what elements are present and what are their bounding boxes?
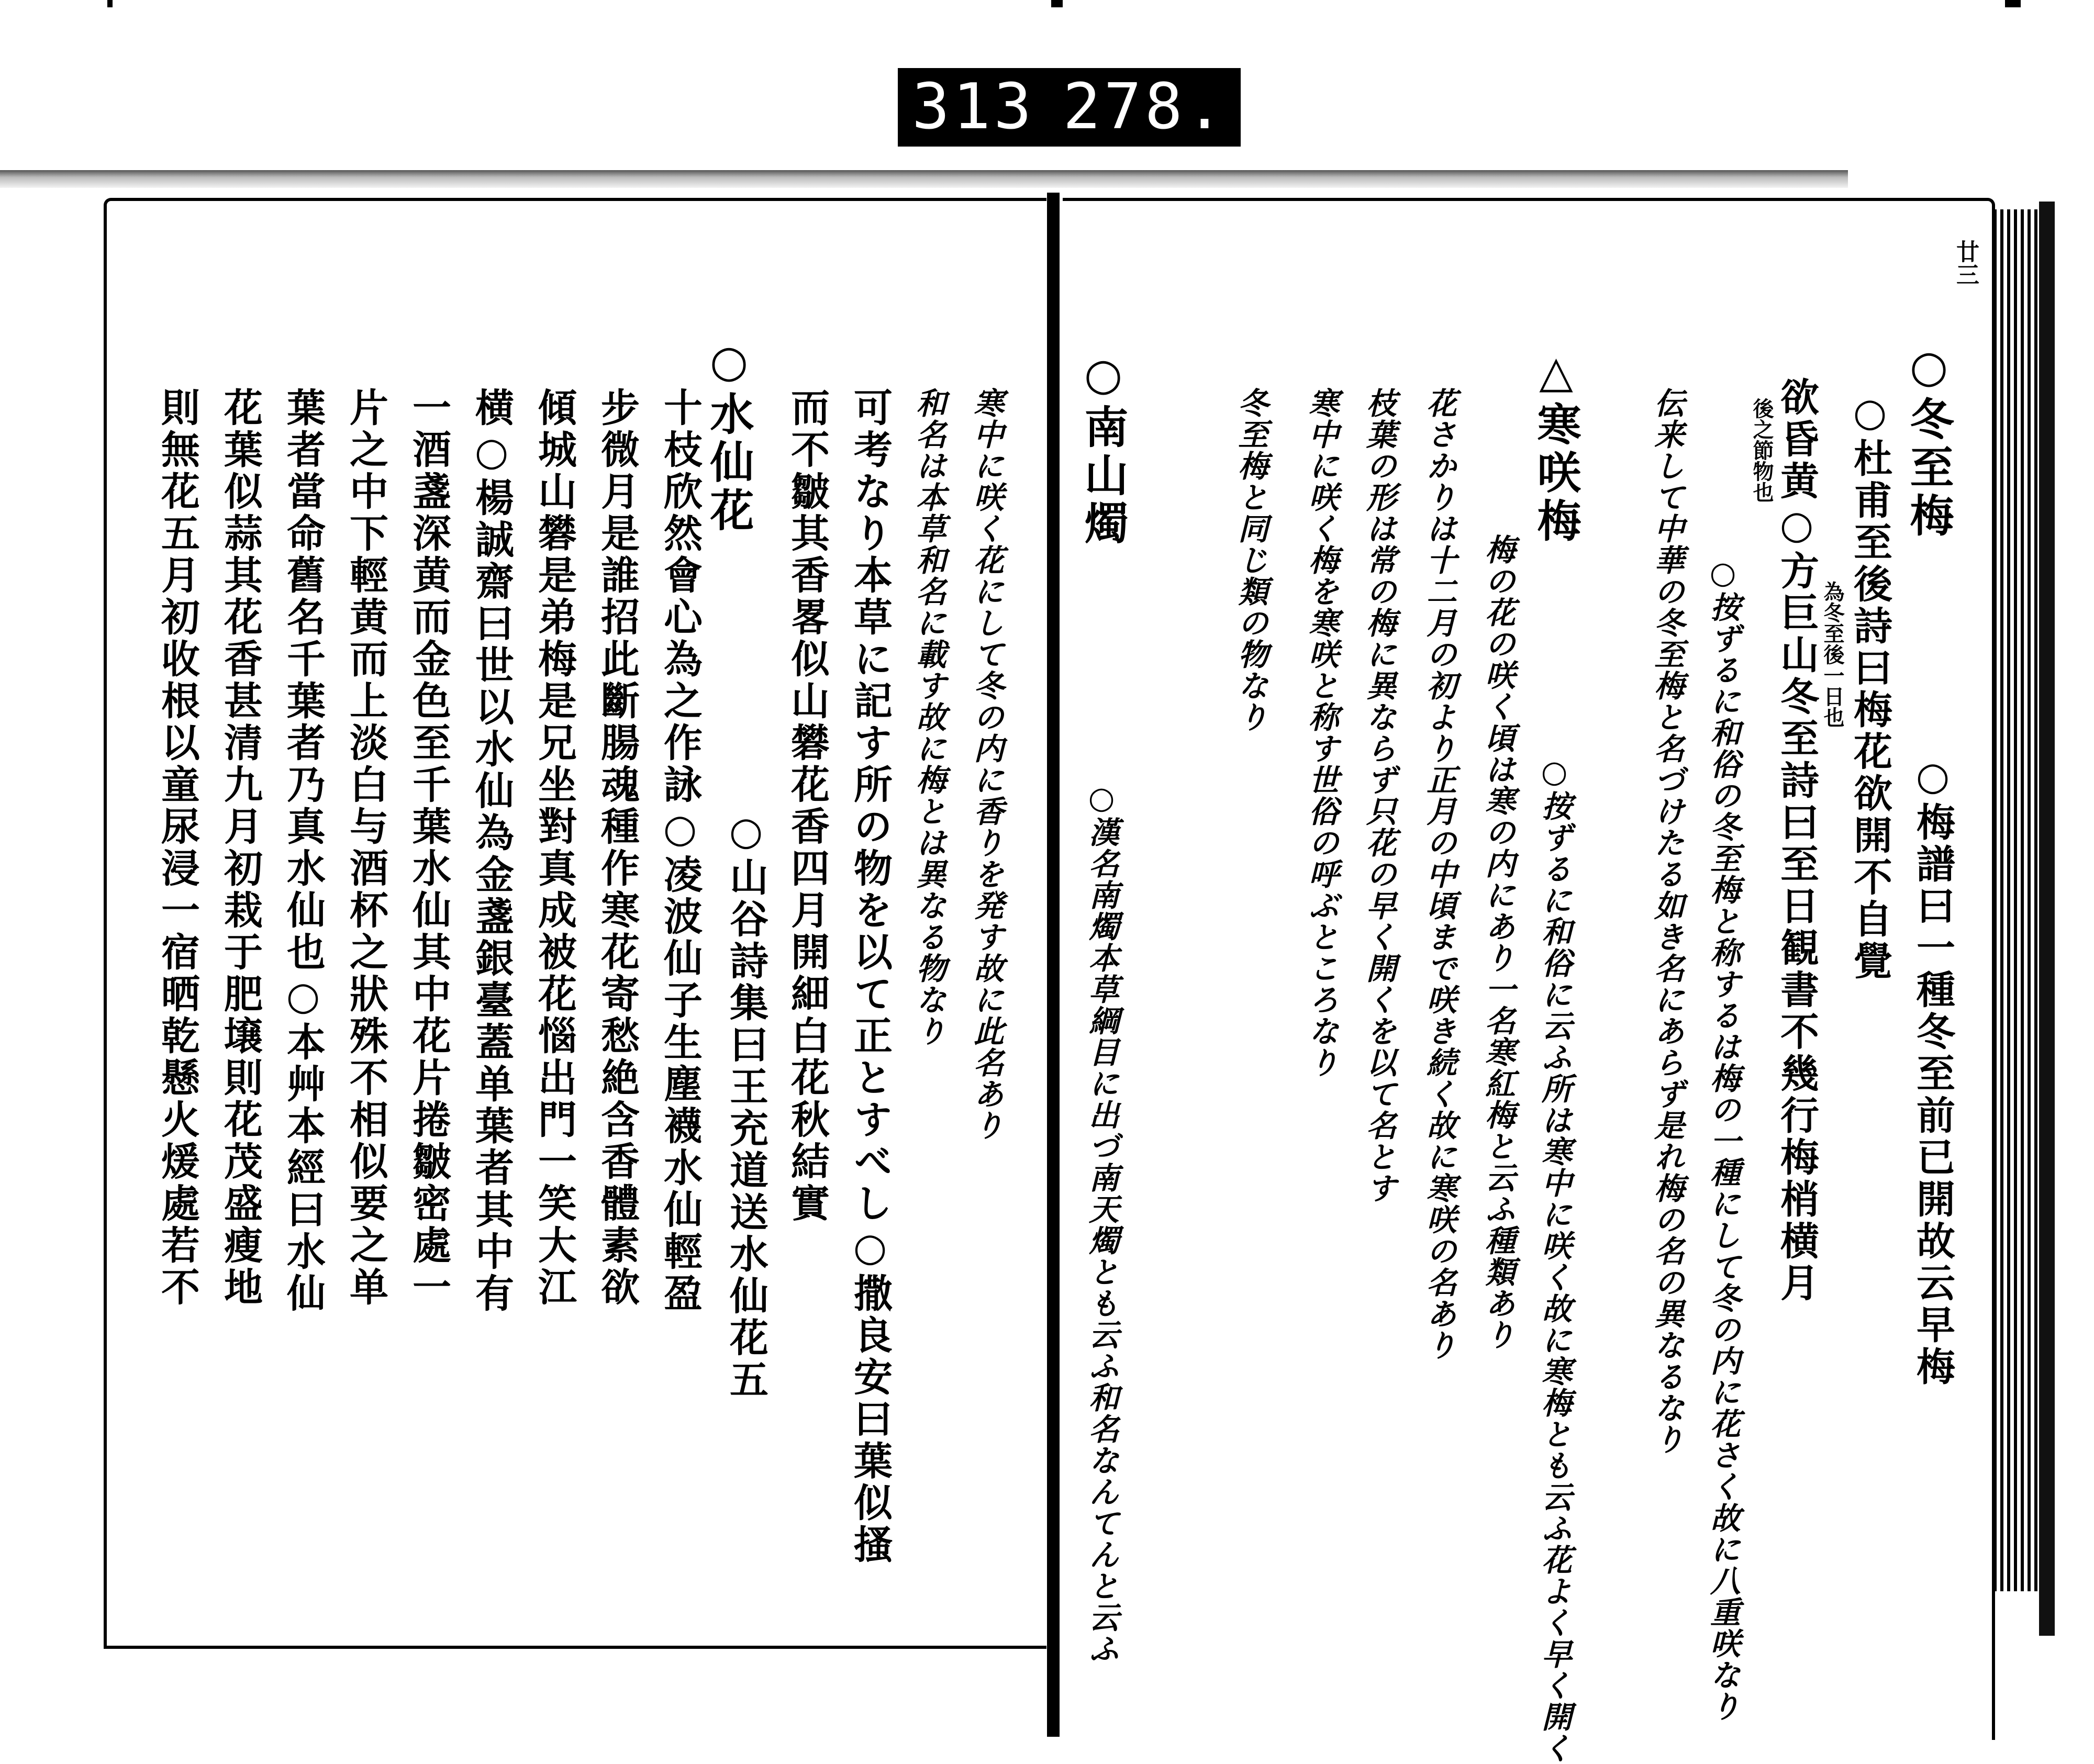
frame-number-label <box>898 68 1241 147</box>
heading-suisen-ka: ○水仙花 <box>703 335 755 535</box>
right-script-column: 枝葉の形は常の梅に異ならず只花の早く開くを以て名とす <box>1361 387 1397 1204</box>
film-tick <box>2005 0 2021 7</box>
frame-number-right: 278. <box>1063 71 1227 143</box>
left-text-column: 步微月是誰招此斷腸魂種作寒花寄愁絶含香體素欲 <box>595 387 640 1309</box>
page-edge-stack <box>1993 209 2038 1591</box>
right-script-column: ○按ずるに和俗に云ふ所は寒中に咲く故に寒梅とも云ふ花よく早く開く <box>1536 754 1572 1764</box>
book-top-edge <box>0 170 1848 188</box>
left-text-column: 而不皺其香畧似山礬花香四月開細白花秋結實 <box>785 387 830 1225</box>
right-text-note: 後之節物也 <box>1750 398 1774 503</box>
left-text-column: 片之中下輕黄而上淡白与酒杯之狀殊不相似要之单 <box>343 387 388 1309</box>
right-script-column: 花さかりは十二月の初より正月の中頃まで咲き続く故に寒咲の名あり <box>1421 387 1457 1361</box>
left-text-column: 則無花五月初收根以童尿浸一宿晒乾懸火煖處若不 <box>155 387 200 1309</box>
film-tick <box>1051 0 1063 7</box>
folio-number: 廿三 <box>1952 240 1979 286</box>
right-script-column: 伝来して中華の冬至梅と名づけたる如き名にあらず是れ梅の名の異なるなり <box>1649 387 1685 1455</box>
right-text-column: ○梅譜曰一種冬至前已開故云早梅 <box>1910 754 1955 1388</box>
right-script-column: 寒中に咲く梅を寒咲と称す世俗の呼ぶところなり <box>1304 387 1339 1078</box>
left-text-column: 十枝欣然會心為之作詠○凌波仙子生塵襪水仙輕盈 <box>658 387 703 1315</box>
left-text-column: 葉者當命舊名千葉者乃真水仙也○本艸本經曰水仙 <box>281 387 326 1315</box>
right-script-column: 冬至梅と同じ類の物なり <box>1233 387 1268 733</box>
right-script-column: 梅の花の咲く頃は寒の内にあり一名寒紅梅と云ふ種類あり <box>1480 534 1516 1350</box>
right-text-column: ○杜甫至後詩曰梅花欲開不自覺 <box>1847 390 1892 983</box>
right-text-column: 欲昏黄○方巨山冬至詩曰至日観書不幾行梅梢横月 <box>1774 377 1819 1304</box>
left-text-column: 花葉似蒜其花香甚清九月初栽于肥壌則花茂盛瘦地 <box>218 387 263 1309</box>
book-gutter <box>1047 193 1060 1737</box>
heading-kanzaki-bai: △寒咲梅 <box>1530 345 1582 546</box>
left-text-column: 傾城山礬是弟梅是兄坐對真成被花惱出門一笑大江 <box>532 387 577 1309</box>
heading-nanzan-shoku: ○南山燭 <box>1077 348 1129 549</box>
left-script-column: 和名は本草和名に載す故に梅とは異なる物なり <box>911 387 946 1047</box>
film-tick <box>107 0 113 7</box>
left-text-column: 横○楊誠齋曰世以水仙為金盞銀臺蓋单葉者其中有 <box>469 387 514 1315</box>
frame-number-left: 313 <box>911 71 1035 143</box>
left-script-column: 寒中に咲く花にして冬の内に香りを発す故に此名あり <box>968 387 1004 1141</box>
heading-toji-bai: ○冬至梅 <box>1903 340 1955 541</box>
left-text-column: 一酒盞深黄而金色至千葉水仙其中花片捲皺密處一 <box>406 387 451 1309</box>
right-script-column: ○漢名南燭本草綱目に出づ南天燭とも云ふ和名なんてんと云ふ <box>1084 780 1119 1665</box>
right-script-column: ○按ずるに和俗の冬至梅と称するは梅の一種にして冬の内に花さく故に八重咲なり <box>1705 555 1741 1722</box>
right-text-note: 為冬至後一日也 <box>1820 581 1845 728</box>
book-cover-edge <box>2039 202 2055 1636</box>
left-text-column: 可考なり本草に記す所の物を以て正とすべし○撒良安曰葉似搔 <box>848 387 893 1566</box>
left-text-column: ○山谷詩集曰王充道送水仙花五 <box>723 809 768 1401</box>
